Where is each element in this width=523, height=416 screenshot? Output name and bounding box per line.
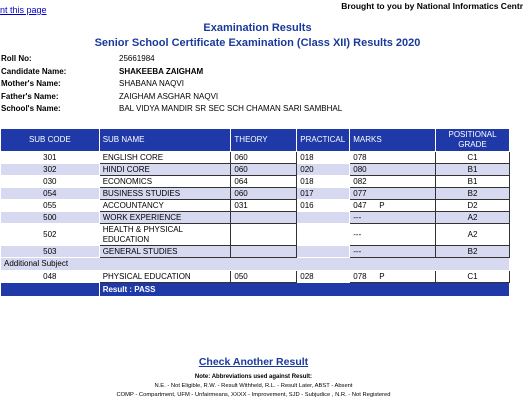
theory-marks (231, 212, 297, 224)
grade: C1 (436, 271, 510, 283)
mother-row (1, 78, 342, 91)
sub-code: 030 (1, 176, 100, 188)
marks-header-row (1, 129, 510, 152)
school-row (1, 103, 342, 116)
marks-flag: P (379, 200, 385, 210)
total-marks (350, 152, 436, 164)
table-row (1, 212, 510, 224)
total-marks (350, 188, 436, 200)
table-row (1, 224, 510, 246)
candidate-value: SHAKEEBA ZAIGHAM (119, 66, 204, 76)
additional-subject-row (1, 258, 510, 271)
theory-marks: 060 (231, 188, 297, 200)
table-row (1, 164, 510, 176)
school-value: BAL VIDYA MANDIR SR SEC SCH CHAMAN SARI SAMBHAL (119, 104, 343, 113)
practical-marks: 017 (297, 188, 350, 200)
marks-value: --- (353, 229, 362, 239)
sub-code: 055 (1, 200, 100, 212)
sub-code: 503 (1, 246, 100, 258)
grade: B1 (436, 176, 510, 188)
brought-to-you-by-text: Brought to you by National Informatics Centr (341, 1, 523, 11)
theory-marks: 060 (231, 152, 297, 164)
practical-marks: 028 (297, 271, 350, 283)
practical-marks (297, 224, 350, 246)
mother-value: SHABANA NAQVI (119, 79, 184, 88)
total-marks (350, 164, 436, 176)
practical-marks (297, 212, 350, 224)
sub-code: 500 (1, 212, 100, 224)
sub-name: GENERAL STUDIES (99, 246, 231, 258)
marks-value: 080 (353, 164, 367, 174)
header-practical: PRACTICAL (297, 129, 350, 152)
page-title: Examination Results (203, 22, 312, 34)
header-positional-grade: POSITIONAL GRADE (436, 129, 510, 152)
grade: A2 (436, 212, 510, 224)
marks-value: 047 (353, 200, 367, 210)
table-row (1, 152, 510, 164)
table-row (1, 176, 510, 188)
total-marks (350, 200, 436, 212)
marks-value: --- (353, 246, 362, 256)
sub-code: 054 (1, 188, 100, 200)
practical-marks: 016 (297, 200, 350, 212)
total-marks (350, 224, 436, 246)
practical-marks: 020 (297, 164, 350, 176)
sub-code: 048 (1, 271, 100, 283)
father-value: ZAIGHAM ASGHAR NAQVI (119, 91, 219, 101)
marks-value: 078 (353, 271, 367, 281)
sub-code: 302 (1, 164, 100, 176)
father-label: Father's Name: (1, 91, 59, 101)
sub-name: BUSINESS STUDIES (99, 188, 231, 200)
theory-marks (231, 224, 297, 246)
sub-name: WORK EXPERIENCE (99, 212, 231, 224)
total-marks (350, 176, 436, 188)
sub-name: PHYSICAL EDUCATION (99, 271, 231, 283)
roll-row (1, 53, 342, 66)
sub-name: ECONOMICS (99, 176, 231, 188)
additional-subject-label: Additional Subject (1, 258, 510, 271)
marks-value: 078 (353, 152, 367, 162)
result-row (1, 283, 510, 297)
header-marks: MARKS (350, 129, 436, 152)
sub-code: 301 (1, 152, 100, 164)
print-this-page-link[interactable]: nt this page (0, 5, 47, 15)
theory-marks: 050 (231, 271, 297, 283)
father-row (1, 91, 342, 104)
sub-name: HEALTH & PHYSICAL EDUCATION (99, 224, 231, 246)
grade: B2 (436, 188, 510, 200)
marks-value: 077 (353, 188, 367, 198)
practical-marks (297, 246, 350, 258)
practical-marks: 018 (297, 176, 350, 188)
header-sub-name: SUB NAME (99, 129, 231, 152)
mother-label: Mother's Name: (1, 79, 61, 88)
practical-marks: 018 (297, 152, 350, 164)
school-label: School's Name: (1, 104, 61, 113)
grade: D2 (436, 200, 510, 212)
grade: B2 (436, 246, 510, 258)
marks-flag: P (379, 271, 385, 281)
candidate-row (1, 66, 342, 79)
marks-table (0, 128, 510, 297)
theory-marks (231, 246, 297, 258)
table-row (1, 246, 510, 258)
sub-code: 502 (1, 224, 100, 246)
student-info (1, 53, 342, 116)
sub-name: ENGLISH CORE (99, 152, 231, 164)
result-spacer (1, 283, 100, 297)
table-row (1, 188, 510, 200)
roll-label: Roll No: (1, 54, 32, 63)
sub-name: HINDI CORE (99, 164, 231, 176)
grade: C1 (436, 152, 510, 164)
total-marks (350, 212, 436, 224)
marks-value: 082 (353, 176, 367, 186)
header-sub-code: SUB CODE (1, 129, 100, 152)
abbreviation-note-line-2: COMP - Compartment, UFM - Unfairmeans, XXXX - Improvement, SJD - Subjudice , N.R. - Not Registered (116, 392, 391, 398)
grade: B1 (436, 164, 510, 176)
total-marks (350, 246, 436, 258)
result-status: Result : PASS (99, 283, 509, 297)
theory-marks: 064 (231, 176, 297, 188)
theory-marks: 060 (231, 164, 297, 176)
total-marks (350, 271, 436, 283)
candidate-label: Candidate Name: (1, 66, 67, 76)
marks-value: --- (353, 212, 362, 222)
header-theory: THEORY (231, 129, 297, 152)
table-row (1, 271, 510, 283)
grade: A2 (436, 224, 510, 246)
abbreviation-note-title: Note: Abbreviations used against Result: (194, 374, 313, 380)
sub-name: ACCOUNTANCY (99, 200, 231, 212)
theory-marks: 031 (231, 200, 297, 212)
check-another-result-link[interactable]: Check Another Result (198, 356, 309, 368)
abbreviation-note-line-1: N.E. - Not Eligible, R.W. - Result Withheld, R.L. - Result Later, ABST - Absent (154, 383, 353, 389)
table-row (1, 200, 510, 212)
roll-value: 25661984 (119, 54, 155, 63)
exam-subtitle: Senior School Certificate Examination (Class XII) Results 2020 (94, 37, 421, 49)
